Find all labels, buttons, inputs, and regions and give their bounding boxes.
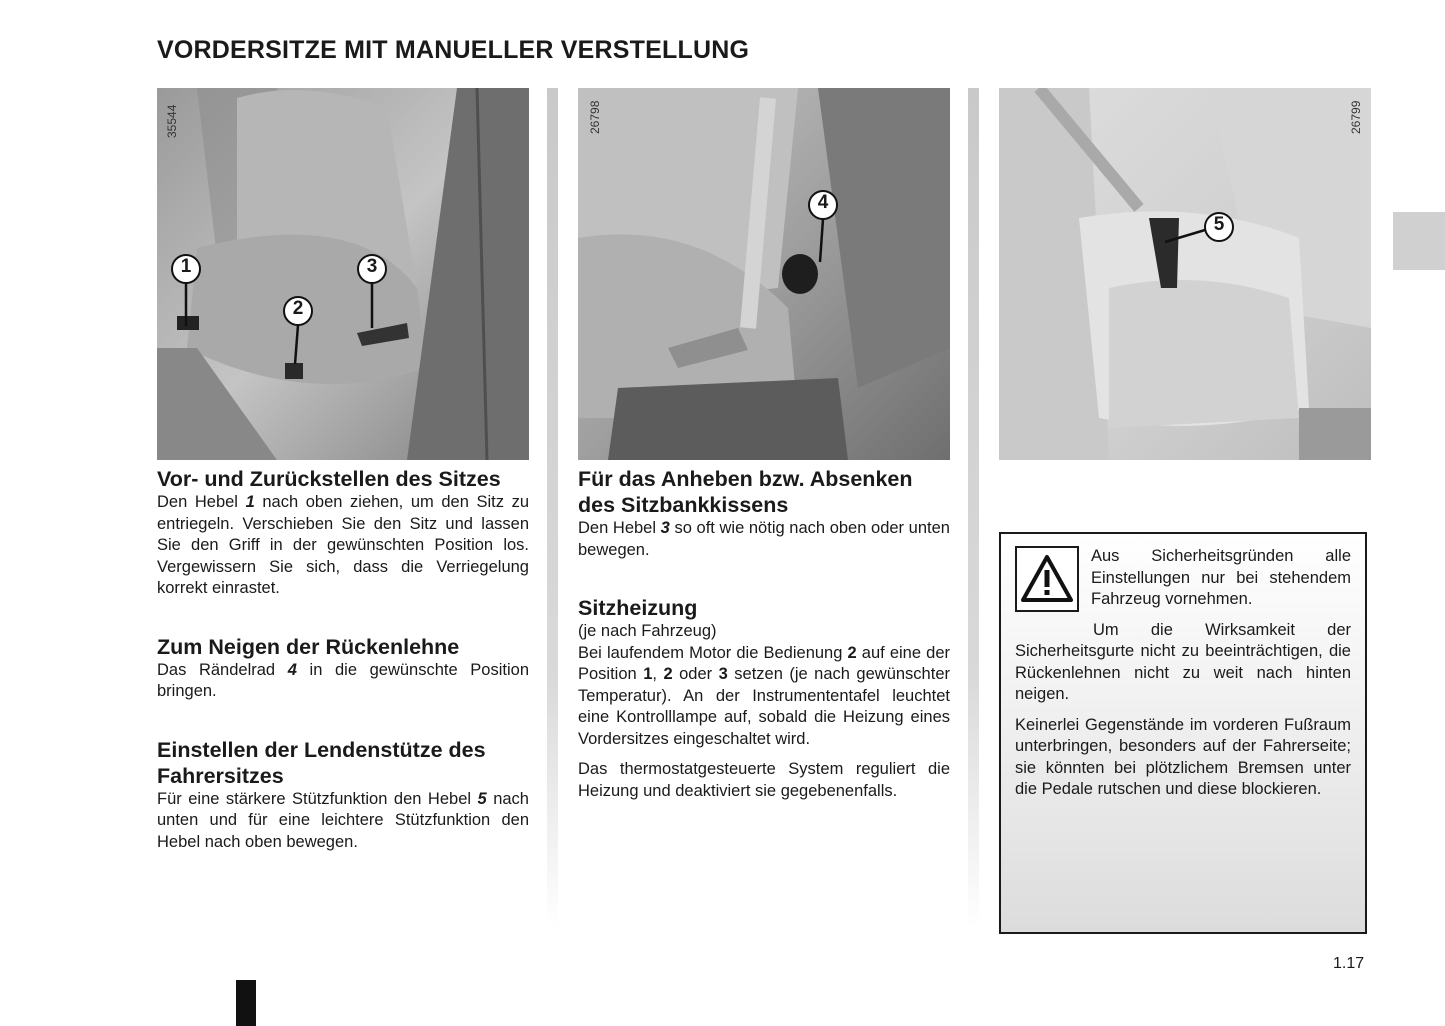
section-heading-cushion: Für das Anheben bzw. Absenken des Sitzbankkissens (578, 467, 913, 517)
section-body-seat-heating: Bei laufendem Motor die Bedienung 2 auf eine der Position 1, 2 oder 3 setzen (je nach gewünschter Temperatur). An der Instrumententafel leuchtet eine Kontrolllampe auf, sobald die Heizung eines Vordersitzes eingeschaltet wird. (578, 643, 950, 748)
section-heading-seat-position: Vor- und Zurückstellen des Sitzes (157, 467, 501, 491)
warning-text-backrest: Um die Wirksamkeit der Sicherheitsgurte nicht zu beeinträchtigen, die Rückenlehnen nicht zu weit nach hinten neigen. (1015, 620, 1351, 703)
callout-5-label: 5 (1213, 214, 1225, 235)
section-subheading-seat-heating: (je nach Fahrzeug) (578, 622, 717, 640)
text-column-2 (578, 466, 950, 802)
callout-2-label: 2 (292, 298, 304, 319)
section-body-cushion: Den Hebel 3 so oft wie nötig nach oben oder unten bewegen. (578, 519, 950, 559)
callout-5 (1159, 212, 1239, 262)
column-divider (547, 88, 558, 928)
callout-4-label: 4 (817, 192, 829, 213)
photo-reference-number: 26798 (588, 100, 602, 134)
warning-icon (1015, 546, 1079, 612)
callout-1 (169, 254, 203, 334)
section-body-lumbar: Für eine stärkere Stützfunktion den Hebel 5 nach unten und für eine leichtere Stützfunktion den Hebel nach oben bewegen. (157, 789, 529, 851)
callout-3-label: 3 (366, 256, 378, 277)
seat-photo-1 (157, 88, 529, 460)
callout-3 (355, 254, 389, 334)
section-body-seat-position: Den Hebel 1 nach oben ziehen, um den Sitz zu entriegeln. Verschieben Sie den Sitz und lassen Sie den Griff in der gewünschten Position los. Vergewissern Sie sich, dass die Verriegelung korrekt einrastet. (157, 493, 529, 597)
seat-illustration-3 (999, 88, 1371, 460)
seat-illustration-2 (578, 88, 950, 460)
section-heading-backrest: Zum Neigen der Rückenlehne (157, 634, 460, 659)
lever-reference: 1 (245, 493, 255, 511)
page-title: VORDERSITZE MIT MANUELLER VERSTELLUNG (157, 36, 750, 64)
chapter-tab (1393, 212, 1445, 270)
warning-text-adjust-stationary: Aus Sicherheitsgründen alle Einstellungen nur bei stehendem Fahrzeug vornehmen. (1091, 547, 1351, 608)
seat-photo-3 (999, 88, 1371, 460)
section-body-thermostat: Das thermostatgesteuerte System reguliert die Heizung und deaktiviert sie gegebenenfalls. (578, 760, 950, 800)
callout-4 (806, 190, 840, 270)
section-heading-lumbar: Einstellen der Lendenstütze des Fahrersitzes (157, 737, 486, 788)
warning-text-footwell: Keinerlei Gegenstände im vorderen Fußraum unterbringen, besonders auf der Fahrerseite; sie könnten bei plötzlichem Bremsen unter die Pedale rutschen und diese blockieren. (1015, 715, 1351, 798)
lever-reference: 3 (660, 519, 670, 537)
photo-reference-number: 26799 (1349, 100, 1363, 134)
section-heading-seat-heating: Sitzheizung (578, 596, 698, 620)
column-divider (968, 88, 979, 928)
lever-reference: 5 (477, 789, 487, 808)
callout-1-label: 1 (180, 256, 192, 277)
wheel-reference: 4 (287, 660, 297, 679)
print-mark (236, 980, 256, 1026)
section-body-backrest: Das Rändelrad 4 in die gewünschte Position bringen. (157, 660, 529, 700)
seat-illustration-1 (157, 88, 529, 460)
photo-reference-number: 35544 (165, 104, 179, 138)
seat-photo-2 (578, 88, 950, 460)
page-number: 1.17 (1333, 955, 1365, 972)
text-column-1 (157, 466, 529, 853)
callout-2 (281, 296, 315, 376)
warning-box (999, 532, 1367, 934)
